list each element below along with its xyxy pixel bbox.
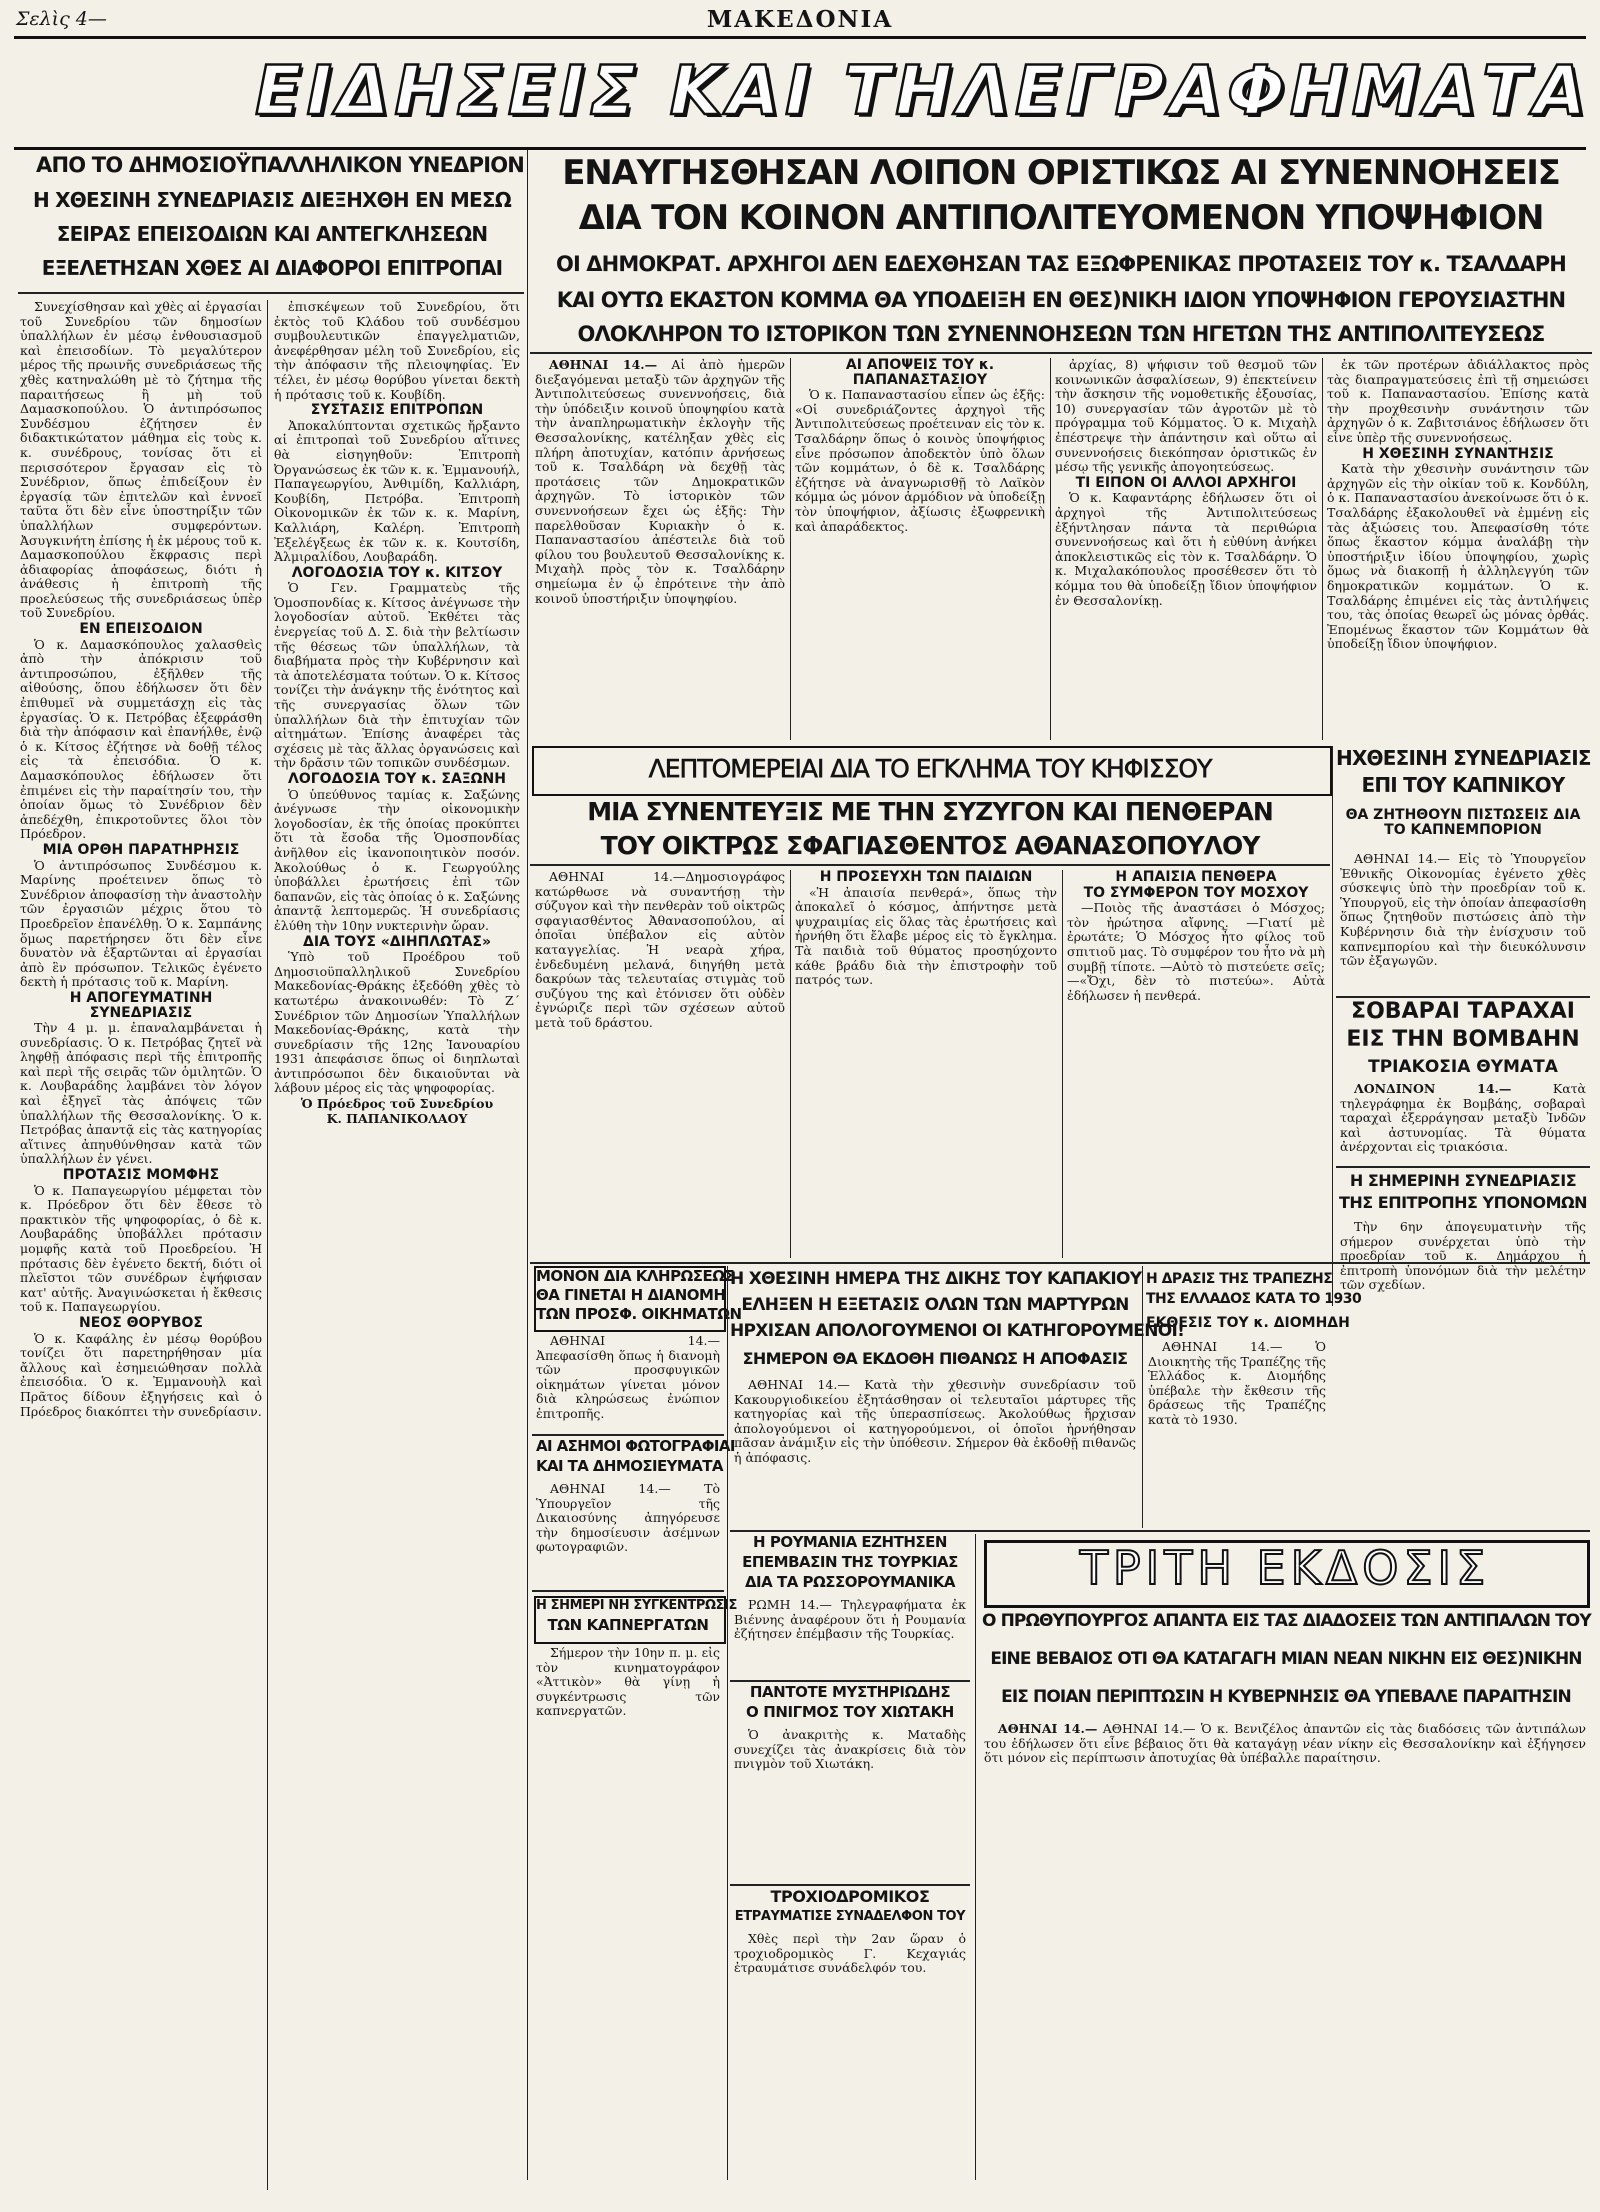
kifissos-paragraph: «Ἡ ἀπαισία πενθερά», ὅπως τὴν ἀποκαλεῖ ὁ κόσμος, ἀπήντησε μετὰ ψυχραιμίας εἰς ὅλας τὰς ἐρωτήσεις καὶ ἠρνήθη ὅτι ἔλαβε μέρος εἰς τὸ ἔγκλημα. Τὰ παιδιὰ τοῦ θύματος προσηύχοντο κάθε βράδυ διὰ τὴν ἐπιστροφὴν τοῦ πατρός των. (795, 884, 1057, 988)
box-rule (1336, 1166, 1590, 1168)
section-heading: ΣΥΣΤΑΣΙΣ ΕΠΙΤΡΟΠΩΝ (310, 402, 484, 419)
lead-paragraph: Ὁ κ. Παπαναστασίου εἶπεν ὡς ἑξῆς: «Οἱ συνεδριάζοντες ἀρχηγοὶ τῆς Ἀντιπολιτεύσεως προέτειναν εἰς τὸν κ. Τσαλδάρην ὅπως ὁ κοινὸς ὑποψήφιος εἶνε πρόσωπον ἀποδεκτὸν ὑπὸ ὅλων τῶν κομμάτων, ὁ δὲ κ. Τσαλδάρης ἐζήτησε νὰ ἀναγνωρισθῇ τὸ Λαϊκὸν κόμμα ὡς μόνον ἁρμόδιον νὰ ὑποδείξῃ τὸν ὑποψήφιον, ἀξίωσις ἐξωφρενικὴ καὶ ἀπαράδεκτος. (795, 387, 1045, 534)
trial-headline-3: ΗΡΧΙΣΑΝ ΑΠΟΛΟΓΟΥΜΕΝΟΙ ΟΙ ΚΑΤΗΓΟΡΟΥΜΕΝΟΙ! (730, 1321, 1185, 1341)
kifissos-column-3 (1067, 870, 1325, 1258)
section-heading: Η ΠΡΟΣΕΥΧΗ ΤΩΝ ΠΑΙΔΙΩΝ (819, 869, 1033, 885)
romania-headline-1: Η ΡΟΥΜΑΝΙΑ ΕΖΗΤΗΣΕΝ (753, 1533, 947, 1551)
kapnikou-headline-1: ΗΧΘΕΣΙΝΗ ΣΥΝΕΔΡΙΑΣΙΣ (1336, 746, 1591, 770)
lead-subhead-1: ΟΙ ΔΗΜΟΚΡΑΤ. ΑΡΧΗΓΟΙ ΔΕΝ ΕΔΕΧΘΗΣΑΝ ΤΑΣ ΕΞΩΦΡΕΝΙΚΑΣ ΠΡΟΤΑΣΕΙΣ ΤΟΥ κ. ΤΣΑΛΔΑΡΗ (556, 252, 1566, 276)
column-rule (1062, 870, 1063, 1258)
banner-rule (14, 147, 1586, 150)
third-edition-body: ΑΘΗΝΑΙ 14.— Ὁ κ. Βενιζέλος ἀπαντῶν εἰς τὰς διαδόσεις τῶν ἀντιπάλων του ἐδήλωσεν ὅτι εἶνε βέβαιος ὅτι θὰ καταγάγῃ νέαν νίκην εἰς Θεσσαλονίκην καὶ ἐξήγησεν ὅτι μόνον εἰς περίπτωσιν ἀποτυχίας θὰ ὑπέβαλλε παραίτησιν. (984, 1721, 1587, 1766)
lead-column-4 (1327, 358, 1589, 740)
bank-headline-2: ΤΗΣ ΕΛΛΑΔΟΣ ΚΑΤΑ ΤΟ 1930 (1146, 1291, 1362, 1307)
column-rule (790, 358, 791, 740)
lead-paragraph: Κατὰ τὴν χθεσινὴν συνάντησιν τῶν ἀρχηγῶν εἰς τὴν οἰκίαν τοῦ κ. Κονδύλη, ὁ κ. Παπαναστασίου ἀνεκοίνωσε ὅτι ὁ κ. Τσαλδάρης ἐξακολουθεῖ νὰ ἐμμένῃ εἰς τὰς ἀξιώσεις του. Ἀπεφασίσθη τότε ὅπως ἕκαστον κόμμα ἀναλάβῃ τὴν ὑποστήριξιν ἰδίου ὑποψηφίου, χωρὶς ὅμως νὰ διακοπῇ ἡ ἀλληλεγγύη τῶν δημοκρατικῶν κομμάτων. Ὁ κ. Τσαλδάρης ἐπιμένει εἰς τὰς ἀντιλήψεις του, τὰς ὁποίας θεωρεῖ ὡς μόνας ὀρθάς. Ἐπομένως ἕκαστον τῶν Κομμάτων θὰ ὑποδείξῃ ἴδιον ὑποψήφιον. (1327, 461, 1589, 652)
tobacco-headline-1: Η ΣΗΜΕΡΙ ΝΗ ΣΥΓΚΕΝΤΡΩΣΙΣ (536, 1598, 738, 1613)
silver-headline-1: ΑΙ ΑΣΗΜΟΙ ΦΩΤΟΓΡΑΦΙΑΙ (536, 1437, 735, 1455)
bank-text (1148, 1340, 1326, 1524)
bank-paragraph: ΑΘΗΝΑΙ 14.— Ὁ Διοικητὴς τῆς Τραπέζης τῆς Ἑλλάδος κ. Διομήδης ὑπέβαλε τὴν ἔκθεσιν τῆς δράσεως τῆς Τραπέζης κατὰ τὸ 1930. (1148, 1339, 1326, 1427)
signature: Ὁ Πρόεδρος τοῦ Συνεδρίου Κ. ΠΑΠΑΝΙΚΟΛΑΟΥ (300, 1096, 494, 1126)
column-rule (727, 1266, 728, 2180)
bombay-text (1340, 1082, 1586, 1162)
box-rule (730, 1680, 970, 1682)
silver-text (536, 1482, 720, 1586)
lead-headline-2: ΔΙΑ ΤΟΝ ΚΟΙΝΟΝ ΑΝΤΙΠΟΛΙΤΕΥΟΜΕΝΟΝ ΥΠΟΨΗΦΙΟΝ (578, 198, 1544, 238)
lead-paragraph: ἀρχίας, 8) ψήφισιν τοῦ θεσμοῦ τῶν κοινωνικῶν ἀσφαλίσεων, 9) ἐπεκτείνειν τὴν ἄσκησιν τῆς νομοθετικῆς ἐξουσίας, 10) συνεργασίαν τῶν ἀγροτῶν μὲ τὸ πρόγραμμα τοῦ Κόμματος. Ὁ κ. Μιχαὴλ ἐπέστρεψε τὴν ἀπάντησιν καὶ οὕτω αἱ συνεννοήσεις διεκόπησαν ὁριστικῶς ἐν μέσῳ τῆς γενικῆς ἀπογοητεύσεως. (1055, 357, 1317, 475)
tram-text (734, 1932, 966, 2180)
bank-subhead: ΕΚΘΕΣΙΣ ΤΟΥ κ. ΔΙΟΜΗΔΗ (1146, 1315, 1350, 1331)
lead-rule (530, 352, 1592, 354)
kifissos-paragraph: —Ποιὸς τῆς ἀναστάσει ὁ Μόσχος; τὸν ἠρώτησα αἴφνης. —Γιατί μὲ ἐρωτάτε; Ὁ Μόσχος ἦτο φίλος τοῦ σπιτιοῦ μας. Τὸ συμφέρον του ἦτο νὰ μὴ συμβῇ τίποτε. —Αὐτὸ τὸ πιστεύετε σεῖς; —«Ὄχι, δὲν τὸ πιστεύω». Αὐτὰ ἐδήλωσεν ἡ πενθερά. (1067, 900, 1325, 1003)
bombay-paragraph (1340, 1082, 1586, 1155)
bombay-subhead: ΤΡΙΑΚΟΣΙΑ ΘΥΜΑΤΑ (1368, 1057, 1558, 1077)
third-edition-text (984, 1722, 1586, 2182)
section-rule (730, 1530, 1590, 1532)
dateline: ΑΘΗΝΑΙ 14.— (549, 357, 658, 372)
section-rule (530, 1262, 1590, 1264)
tobacco-paragraph: Σήμερον τὴν 10ην π. μ. εἰς τὸν κινηματογράφον «Ἀττικὸν» θὰ γίνῃ ἡ συγκέντρωσις τῶν καπνεργατῶν. (536, 1645, 720, 1719)
third-edition-banner: ΤΡΙΤΗ ΕΚΔΟΣΙΣ (1079, 1541, 1491, 1595)
kapnikou-paragraph: ΑΘΗΝΑΙ 14.— Εἰς τὸ Ὑπουργεῖον Ἐθνικῆς Οἰκονομίας ἐγένετο χθὲς σύσκεψις ὑπὸ τὴν προεδρίαν τοῦ κ. Ὑπουργοῦ, εἰς τὴν ὁποίαν ἀπεφασίσθη ὅπως ζητηθοῦν πιστώσεις ἀπὸ τὴν Κυβέρνησιν διὰ τὴν ἐνίσχυσιν τοῦ καπνεμπορίου καὶ τὴν διευκόλυνσιν τῶν ἐξαγωγῶν. (1340, 851, 1586, 969)
column-rule (1322, 358, 1323, 740)
section-heading: ΤΟ ΣΥΜΦΕΡΟΝ ΤΟΥ ΜΟΣΧΟΥ (1083, 884, 1309, 901)
box-rule (532, 1590, 724, 1592)
section-heading: ΠΡΟΤΑΣΙΣ ΜΟΜΦΗΣ (62, 1167, 220, 1184)
left-paragraph: Ὁ κ. Δαμασκόπουλος χαλασθεὶς ἀπὸ τὴν ἀπόκρισιν τοῦ ἀντιπροσώπου, ἐξῆλθεν τῆς αἰθούσης, ὅπου ἐδήλωσεν ὅτι δὲν ἐπιθυμεῖ νὰ συμμετάσχῃ εἰς τὰς ἐργασίας. Ὁ κ. Πετρόβας ἐξεφράσθη διὰ τὴν ἀπόφασιν καὶ ἐπανήλθε, ἐνῷ ὁ κ. Κίτσος ἐζήτησε νὰ δοθῇ τέλος εἰς τὰ ἐπεισόδια. Ὁ κ. Δαμασκόπουλος ἐδήλωσεν ὅτι ἐπιμένει εἰς τὴν παραίτησίν του, τὴν ὁποίαν ὅμως τὸ Συνέδριον δὲν ἀπεδέχθη, ἐπικροτοῦντες ὅλοι τὸν Πρόεδρον. (20, 636, 262, 842)
section-heading: Η ΧΘΕΣΙΝΗ ΣΥΝΑΝΤΗΣΙΣ (1362, 445, 1554, 462)
estates-headline-3: ΤΩΝ ΠΡΟΣΦ. ΟΙΚΗΜΑΤΩΝ (536, 1305, 742, 1323)
committee-paragraph: Τὴν 6ην ἀπογευματινὴν τῆς σήμερον συνέρχεται ὑπὸ τὴν προεδρίαν τοῦ κ. Δημάρχου ἡ ἐπιτροπὴ ὑπονόμων διὰ τὴν μελέτην τῶν σχεδίων. (1340, 1219, 1586, 1293)
section-heading: ΝΕΟΣ ΘΟΡΥΒΟΣ (79, 1314, 203, 1331)
estates-headline-2: ΘΑ ΓΙΝΕΤΑΙ Η ΔΙΑΝΟΜΗ (536, 1286, 726, 1304)
romania-paragraph: ΡΩΜΗ 14.— Τηλεγραφήματα ἐκ Βιέννης ἀναφέρουν ὅτι ἡ Ρουμανία ἐζήτησεν ἐπέμβασιν τῆς Τουρκίας. (734, 1597, 966, 1642)
romania-text (734, 1598, 966, 1676)
tobacco-headline-2: ΤΩΝ ΚΑΠΝΕΡΓΑΤΩΝ (547, 1616, 709, 1634)
dateline: ΑΘΗΝΑΙ 14.— (998, 1721, 1098, 1736)
section-heading: ΑΙ ΑΠΟΨΕΙΣ ΤΟΥ κ. ΠΑΠΑΝΑΣΤΑΣΙΟΥ (845, 357, 995, 388)
section-banner: ΕΙΔΗΣΕΙΣ ΚΑΙ ΤΗΛΕΓΡΑΦΗΜΑΤΑ (255, 52, 1592, 131)
top-rule (14, 36, 1586, 39)
left-paragraph: Συνεχίσθησαν καὶ χθὲς αἱ ἐργασίαι τοῦ Συνεδρίου τῶν δημοσίων ὑπαλλήλων ἐν μέσῳ ἐνθουσιασμοῦ καὶ ἐπεισοδίων. Τὸ μεγαλύτερον μέρος τῆς πρωινῆς συνεδριάσεως τῆς χθὲς κατηναλώθη μὲ τὸ ζήτημα τῆς παραιτήσεως ἢ μὴ τοῦ Δαμασκοπούλου. Ὁ ἀντιπρόσωπος Συνδέσμου ἐζήτησεν ἐν διδακτικώτατον μάθημα εἰς τοὺς κ. κ. συνέδρους, τονίσας ὅτι εἰ περισσότερον ἔργασαν εἰς τὸ Συνέδριον, ὅπως ἐπιδείξουν ἐν ἐργασίᾳ τῶν ἐπιτελῶν καὶ ἐννοεῖ ταῦτα ὅτι δὲν εἶνε ὑποστηρίξιν τῶν ὑπαλλήλων συμφερόντων. Ἀσυγκινήτη ἐπίσης ἡ ἐκ μέρους τοῦ κ. Δαμασκοπούλου ἔκφρασις περὶ ἀδιαφορίας ἀποφάσεως, διότι ἡ ἀνάθεσις ἡ ἐπιτροπὴ τῆς προελεύσεως τῆς συνεδριάσεως ὑπὲρ τοῦ Συνεδρίου. (20, 299, 262, 621)
kapnikou-text (1340, 852, 1586, 992)
section-heading: ΔΙΑ ΤΟΥΣ «ΔΙΗΠΛΩΤΑΣ» (302, 933, 492, 950)
section-heading: ΜΙΑ ΟΡΘΗ ΠΑΡΑΤΗΡΗΣΙΣ (42, 841, 240, 858)
tram-headline-2: ΕΤΡΑΥΜΑΤΙΣΕ ΣΥΝΑΔΕΛΦΟΝ ΤΟΥ (734, 1909, 966, 1924)
trial-headline-2: ΕΛΗΞΕΝ Η ΕΞΕΤΑΣΙΣ ΟΛΩΝ ΤΩΝ ΜΑΡΤΥΡΩΝ (741, 1295, 1129, 1315)
mystery-paragraph: Ὁ ἀνακριτὴς κ. Ματαδὴς συνεχίζει τὰς ἀνακρίσεις διὰ τὸν πνιγμὸν τοῦ Χιωτάκη. (734, 1727, 966, 1772)
left-paragraph: Ὁ κ. Παπαγεωργίου μέμφεται τὸν κ. Πρόεδρον ὅτι δὲν ἔθεσε τὸ πρακτικὸν τῆς ψηφοφορίας, ὁ δὲ κ. Λουβαράδης ὑποβάλλει πρότασιν μομφῆς κατὰ τοῦ Προεδρείου. Ἡ πρότασις δὲν ἐγένετο δεκτή, διότι οἱ πλεῖστοι τῶν συνέδρων ἐψήφισαν κατ' αὐτῆς. Ἀναγινώσκεται ἡ ἔκθεσις τοῦ κ. Παπαγεωργίου. (20, 1182, 262, 1315)
kapnikou-subhead: ΘΑ ΖΗΤΗΘΟΥΝ ΠΙΣΤΩΣΕΙΣ ΔΙΑ ΤΟ ΚΑΠΝΕΜΠΟΡΙΟΝ (1345, 807, 1581, 839)
left-subhead-2: ΣΕΙΡΑΣ ΕΠΕΙΣΟΔΙΩΝ ΚΑΙ ΑΝΤΕΓΚΛΗΣΕΩΝ (56, 222, 488, 246)
mystery-headline-2: Ο ΠΝΙΓΜΟΣ ΤΟΥ ΧΙΩΤΑΚΗ (746, 1703, 954, 1721)
column-rule (527, 150, 528, 2180)
column-rule (1332, 746, 1333, 1306)
left-paragraph: Ὁ ὑπεύθυνος ταμίας κ. Σαξώνης ἀνέγνωσε τὴν οἰκονομικὴν λογοδοσίαν, ἐκ τῆς ὁποίας προκύπτει ὅτι τὰ ἔσοδα τῆς Ὁμοσπονδίας ἀνῆλθον εἰς ἱκανοποιητικὸν ποσόν. Ἀκολούθως ὁ κ. Γεωργούλης ὑποβάλλει ἐρωτήσεις ἐπὶ τῶν δαπανῶν, εἰς τὰς ὁποίας ὁ κ. Σαξώνης ἀπαντᾷ λεπτομερῶς. Ἡ συνεδρίασις ἐλύθη τὴν 10ην νυκτερινὴν ὥραν. (274, 786, 520, 933)
third-edition-subhead-1: Ο ΠΡΩΘΥΠΟΥΡΓΟΣ ΑΠΑΝΤΑ ΕΙΣ ΤΑΣ ΔΙΑΔΟΣΕΙΣ ΤΩΝ ΑΝΤΙΠΑΛΩΝ ΤΟΥ (982, 1611, 1591, 1631)
left-paragraph: Ὁ ἀντιπρόσωπος Συνδέσμου κ. Μαρίνης προέτεινεν ὅπως τὸ Συνέδριον ἀποφασίσῃ τὴν ἀναστολὴν τῶν ἐργασιῶν μέχρις ὅτου τὸ Προεδρεῖον ἐπανέλθῃ. Ὁ κ. Σαμπάνης ὅμως παρετήρησεν ὅτι δὲν εἶνε δυνατὸν νὰ ἐξαρτῶνται αἱ ἐργασίαι ἀπὸ ἓν πρόσωπον. Τελικῶς ἐγένετο δεκτὴ ἡ πρότασις τοῦ κ. Μαρίνη. (20, 857, 262, 990)
page-number: Σελὶς 4— (16, 8, 107, 30)
third-edition-subhead-3: ΕΙΣ ΠΟΙΑΝ ΠΕΡΙΠΤΩΣΙΝ Η ΚΥΒΕΡΝΗΣΙΣ ΘΑ ΥΠΕΒΑΛΕ ΠΑΡΑΙΤΗΣΙΝ (1001, 1687, 1571, 1707)
box-rule (532, 1434, 724, 1436)
left-paragraph: Ἀποκαλύπτονται σχετικῶς ἤρξαντο αἱ ἐπιτροπαὶ τοῦ Συνεδρίου αἵτινες θὰ εἰσηγηθοῦν: Ἐπιτροπὴ Ὀργανώσεως ἐκ τῶν κ. κ. Ἐμμανουήλ, Παπαγεωργίου, Ἀνθιμίδη, Καλλιάρη, Κουβίδη, Πετρόβα. Ἐπιτροπὴ Οἰκονομικῶν ἐκ τῶν κ. κ. Μαρίνη, Καλλιάρη, Καλέρη. Ἐπιτροπὴ Ἐξελέγξεως ἐκ τῶν κ. κ. Κουτσίδη, Ἀλμιραλίδου, Λουβαράδη. (274, 417, 520, 565)
mystery-headline-1: ΠΑΝΤΟΤΕ ΜΥΣΤΗΡΙΩΔΗΣ (749, 1683, 951, 1701)
left-headline-rule (18, 292, 524, 294)
kifissos-headline-1: ΛΕΠΤΟΜΕΡΕΙΑΙ ΔΙΑ ΤΟ ΕΓΚΛΗΜΑ ΤΟΥ ΚΗΦΙΣΣΟΥ (648, 754, 1212, 783)
lead-column-3 (1055, 358, 1317, 740)
tram-paragraph: Χθὲς περὶ τὴν 2αν ὥραν ὁ τροχιοδρομικὸς Γ. Κεχαγιάς ἐτραυμάτισε συνάδελφόν του. (734, 1931, 966, 1976)
left-paragraph: Ὑπὸ τοῦ Προέδρου τοῦ Δημοσιοϋπαλληλικοῦ Συνεδρίου Μακεδονίας-Θράκης ἐξεδόθη χθὲς τὸ κατωτέρω ἀνακοινωθέν: Τὸ Ζ΄ Συνέδριον τῶν Δημοσίων Ὑπαλλήλων Μακεδονίας-Θράκης, κατὰ τὴν συνεδρίασιν τῆς 12ης Ἰανουαρίου 1931 ἀπεφάσισε ὅπως οἱ διηπλωταὶ ἀντιπρόσωποι δὲν δικαιοῦνται νὰ λάβουν μέρος εἰς τὰς ψηφοφορίας. (274, 949, 520, 1096)
left-subhead-1: Η ΧΘΕΣΙΝΗ ΣΥΝΕΔΡΙΑΣΙΣ ΔΙΕΞΗΧΘΗ ΕΝ ΜΕΣΩ (33, 188, 511, 212)
committee-headline-1: Η ΣΗΜΕΡΙΝΗ ΣΥΝΕΔΡΙΑΣΙΣ (1349, 1171, 1577, 1190)
romania-headline-3: ΔΙΑ ΤΑ ΡΩΣΣΟΡΟΥΜΑΝΙΚΑ (744, 1573, 956, 1591)
kifissos-column-2 (795, 870, 1057, 1258)
lead-column-1 (535, 358, 785, 740)
lead-text: Αἱ ἀπὸ ἡμερῶν διεξαγόμεναι μεταξὺ τῶν ἀρχηγῶν τῆς Ἀντιπολιτεύσεως συνεννοήσεις, διὰ τὴν ὑπόδειξιν κοινοῦ ὑποψηφίου κατὰ τὴν ἀναπληρωματικὴν ἐκλογὴν τῆς Θεσσαλονίκης, κατέληξαν χθὲς εἰς πλήρη ἀποτυχίαν, κατόπιν ἀρνήσεως τοῦ κ. Τσαλδάρη νὰ δεχθῇ τὰς προτάσεις τῶν Δημοκρατικῶν ἀρχηγῶν. Τὸ ἱστορικὸν τῶν συνεννοήσεων ἔχει ὡς ἑξῆς: Τὴν παρελθοῦσαν Κυριακὴν ὁ κ. Παπαναστασίου ἀπέστειλε διὰ τοῦ φίλου του βουλευτοῦ Θεσσαλονίκης κ. Μιχαὴλ πρὸς τὸν κ. Τσαλδάρην σημείωμα ἐν ᾧ ἐπρότεινε τὴν ἀπὸ κοινοῦ ὑποστήριξιν ὑποψηφίου. (535, 357, 785, 606)
lead-paragraph: ἐκ τῶν προτέρων ἀδιάλλακτος πρὸς τὰς διαπραγματεύσεις ἐπὶ τῇ σημειώσει τοῦ κ. Παπαναστασίου. Ἐπίσης κατὰ τὴν προχθεσινὴν συνάντησιν τῶν ἀρχηγῶν ὁ κ. Ζαβιτσιάνος ἐδήλωσεν ὅτι εἶνε ὑπὲρ τῆς συνεννοήσεως. (1327, 357, 1589, 445)
left-subhead-3: ΕΞΕΛΕΤΗΣΑΝ ΧΘΕΣ ΑΙ ΔΙΑΦΟΡΟΙ ΕΠΙΤΡΟΠΑΙ (41, 256, 503, 280)
section-heading: ΛΟΓΟΔΟΣΙΑ ΤΟΥ κ. ΣΑΞΩΝΗ (288, 771, 506, 787)
column-rule (1142, 1266, 1143, 1528)
estates-text (536, 1334, 720, 1430)
lead-paragraph: Ὁ κ. Καφαντάρης ἐδήλωσεν ὅτι οἱ ἀρχηγοὶ τῆς Ἀντιπολιτεύσεως ἐξήντλησαν πάντα τὰ περιθώρια συνεννοήσεως καὶ ὅτι ἡ εὐθύνη ἀνήκει ἀποκλειστικῶς εἰς τὸν κ. Τσαλδάρην. Ὁ κ. Μιχαλακόπουλος προσέθεσεν ὅτι τὸ κόμμα του θὰ ὑποδείξῃ ἴδιον ὑποψήφιον ἐν Θεσσαλονίκῃ. (1055, 490, 1317, 608)
left-headline: ΑΠΟ ΤΟ ΔΗΜΟΣΙΟΫΠΑΛΛΗΛΙΚΟΝ ΥΝΕΔΡΙΟΝ (36, 153, 525, 177)
section-heading: ΛΟΓΟΔΟΣΙΑ ΤΟΥ κ. ΚΙΤΣΟΥ (291, 564, 503, 581)
silver-headline-2: ΚΑΙ ΤΑ ΔΗΜΟΣΙΕΥΜΑΤΑ (536, 1457, 723, 1475)
trial-headline-1: Η ΧΘΕΣΙΝΗ ΗΜΕΡΑ ΤΗΣ ΔΙΚΗΣ ΤΟΥ ΚΑΠΑΚΙΟΥ (730, 1269, 1142, 1289)
estates-headline-1: ΜΟΝΟΝ ΔΙΑ ΚΛΗΡΩΣΕΩΣ (536, 1267, 735, 1285)
left-paragraph: ἐπισκέψεων τοῦ Συνεδρίου, ὅτι ἐκτὸς τοῦ Κλάδου τοῦ συνδέσμου συμβουλευτικῶν ἐπαγγελματιῶν, ἀνεφέρθησαν μέλη τοῦ Συνεδρίου, εἰς τὴν ἀπόφασιν τῆς πλειοψηφίας. Ἐν τέλει, ἐν μέσῳ θορύβου γίνεται δεκτὴ ἡ πρότασις τοῦ κ. Κουβίδη. (274, 299, 520, 402)
trial-text (734, 1378, 1136, 1524)
left-column-1 (20, 300, 262, 2190)
column-rule (1050, 358, 1051, 740)
bombay-text-body: Κατὰ τηλεγράφημα ἐκ Βομβάης, σοβαραὶ ταραχαὶ ἐξερράγησαν μεταξὺ Ἰνδῶν καὶ ἀστυνομίας. Τὰ θύματα ἀνέρχονται εἰς τριακόσια. (1340, 1081, 1586, 1155)
lead-headline-1: ΕΝΑΥΓΗΣΘΗΣΑΝ ΛΟΙΠΟΝ ΟΡΙΣΤΙΚΩΣ ΑΙ ΣΥΝΕΝΝΟΗΣΕΙΣ (562, 153, 1560, 193)
box-rule (730, 1884, 970, 1886)
third-edition-paragraph (984, 1722, 1586, 1766)
paper-name: ΜΑΚΕΔΟΝΙΑ (706, 6, 894, 33)
left-column-2 (274, 300, 520, 2190)
section-heading: ΤΙ ΕΙΠΟΝ ΟΙ ΑΛΛΟΙ ΑΡΧΗΓΟΙ (1075, 474, 1297, 491)
column-rule (790, 870, 791, 1258)
third-edition-subhead-2: ΕΙΝΕ ΒΕΒΑΙΟΣ ΟΤΙ ΘΑ ΚΑΤΑΓΑΓΗ ΜΙΑΝ ΝΕΑΝ ΝΙΚΗΝ ΕΙΣ ΘΕΣ)ΝΙΚΗΝ (990, 1649, 1582, 1669)
lead-subhead-2: ΚΑΙ ΟΥΤΩ ΕΚΑΣΤΟΝ ΚΟΜΜΑ ΘΑ ΥΠΟΔΕΙΞΗ ΕΝ ΘΕΣ)ΝΙΚΗ ΙΔΙΟΝ ΥΠΟΨΗΦΙΟΝ ΓΕΡΟΥΣΙΑΣΤΗΝ (556, 288, 1566, 312)
section-heading: Η ΑΠΟΓΕΥΜΑΤΙΝΗ ΣΥΝΕΔΡΙΑΣΙΣ (69, 989, 213, 1021)
left-paragraph: Τὴν 4 μ. μ. ἐπαναλαμβάνεται ἡ συνεδρίασις. Ὁ κ. Πετρόβας ζητεῖ νὰ ληφθῇ ἀπόφασις περὶ τῆς ἐπιτροπῆς καὶ περὶ τῆς σειρᾶς τῶν ὁμιλητῶν. Ὁ κ. Λουβαράδης λαμβάνει τὸν λόγον καὶ ἐξηγεῖ τὰς ἀπόψεις τῶν ὑπαλλήλων τῆς Θεσσαλονίκης. Ὁ κ. Πετρόβας ἀπαντᾷ εἰς τὰς κατηγορίας αἵτινες ἀπηυθύνθησαν κατὰ τῶν ὑπαλλήλων ἐν γένει. (20, 1020, 262, 1167)
trial-headline-4: ΣΗΜΕΡΟΝ ΘΑ ΕΚΔΟΘΗ ΠΙΘΑΝΩΣ Η ΑΠΟΦΑΣΙΣ (742, 1349, 1128, 1368)
bombay-headline-1: ΣΟΒΑΡΑΙ ΤΑΡΑΧΑΙ (1351, 999, 1575, 1024)
kifissos-rule (530, 864, 1330, 866)
lead-paragraph (535, 358, 785, 606)
column-rule (975, 1534, 976, 2180)
left-paragraph: Ὁ Γεν. Γραμματεὺς τῆς Ὁμοσπονδίας κ. Κίτσος ἀνέγνωσε τὴν λογοδοσίαν αὐτοῦ. Ἐκθέτει τὰς ἐνεργείας τοῦ Δ. Σ. διὰ τὴν βελτίωσιν τῆς θέσεως τῶν ὑπαλλήλων, τὰ διαβήματα πρὸς τὴν Κυβέρνησιν καὶ τὰ ἀποτελέσματα τούτων. Ὁ κ. Κίτσος τονίζει τὴν ἀνάγκην τῆς ἑνότητος καὶ τῆς συνεργασίας ὅλων τῶν ὑπαλλήλων διὰ τὴν ἐπιτυχίαν τῶν αἰτημάτων. Ἐπίσης ἀναφέρει τὰς σχέσεις μὲ τὰς ἄλλας ὀργανώσεις καὶ τὴν δρᾶσιν τῶν τοπικῶν συνδέσμων. (274, 580, 520, 771)
estates-paragraph: ΑΘΗΝΑΙ 14.— Ἀπεφασίσθη ὅπως ἡ διανομὴ τῶν προσφυγικῶν οἰκημάτων γίνεται μόνον διὰ κληρώσεως ἐνώπιον ἐπιτροπῆς. (536, 1333, 720, 1421)
dateline: ΛΟΝΔΙΝΟΝ 14.— (1354, 1081, 1512, 1096)
tobacco-text (536, 1646, 720, 2180)
section-heading: ΕΝ ΕΠΕΙΣΟΔΙΟΝ (79, 621, 203, 638)
trial-paragraph: ΑΘΗΝΑΙ 14.— Κατὰ τὴν χθεσινὴν συνεδρίασιν τοῦ Κακουργιοδικείου ἐξητάσθησαν οἱ τελευταῖοι μάρτυρες τῆς κατηγορίας καὶ τῆς ὑπερασπίσεως. Ἀκολούθως ἤρχισαν ἀπολογούμενοι οἱ κατηγορούμενοι, οἱ ὁποῖοι ἠρνήθησαν πᾶσαν ἀνάμιξιν εἰς τὴν ὑπόθεσιν. Σήμερον θὰ ἐκδοθῇ πιθανῶς ἡ ἀπόφασις. (734, 1377, 1136, 1465)
mystery-text (734, 1728, 966, 1880)
lead-column-2 (795, 358, 1045, 740)
left-paragraph: Ὁ κ. Καφάλης ἐν μέσῳ θορύβου τονίζει ὅτι παρετηρήθησαν μία ἄλλους καὶ ἐσημειώθησαν πολλὰ ἐπεισόδια. Ὁ κ. Ἐμμανουὴλ καὶ Πρᾶτος δίδουν ἐξηγήσεις καὶ ὁ Πρόεδρος διακόπτει τὴν συνεδρίασιν. (20, 1330, 262, 1419)
romania-headline-2: ΕΠΕΜΒΑΣΙΝ ΤΗΣ ΤΟΥΡΚΙΑΣ (742, 1553, 958, 1571)
silver-paragraph: ΑΘΗΝΑΙ 14.— Τὸ Ὑπουργεῖον τῆς Δικαιοσύνης ἀπηγόρευσε τὴν δημοσίευσιν ἀσέμνων φωτογραφιῶν. (536, 1481, 720, 1555)
kifissos-paragraph: ΑΘΗΝΑΙ 14.—Δημοσιογράφος κατώρθωσε νὰ συναντήσῃ τὴν σύζυγον καὶ τὴν πενθερὰν τοῦ οἰκτρῶς σφαγιασθέντος Ἀθανασοπούλου, αἱ ὁποῖαι ὑπέβαλον εἰς αὐτὸν καταγγελίας. Ἡ νεαρὰ χήρα, ἐνδεδυμένη μελανά, διηγήθη μετὰ δακρύων τὰς τελευταίας στιγμὰς τοῦ συζύγου της καὶ ἐτόνισεν ὅτι οὐδὲν ἐγνώριζε περὶ τῶν σχέσεων αὐτοῦ μετὰ τοῦ δράστου. (535, 869, 785, 1030)
tram-headline-1: ΤΡΟΧΙΟΔΡΟΜΙΚΟΣ (770, 1887, 930, 1906)
column-rule (267, 300, 268, 2190)
kifissos-headline-2: ΜΙΑ ΣΥΝΕΝΤΕΥΞΙΣ ΜΕ ΤΗΝ ΣΥΖΥΓΟΝ ΚΑΙ ΠΕΝΘΕΡΑΝ (587, 797, 1273, 826)
lead-subhead-3: ΟΛΟΚΛΗΡΟΝ ΤΟ ΙΣΤΟΡΙΚΟΝ ΤΩΝ ΣΥΝΕΝΝΟΗΣΕΩΝ ΤΩΝ ΗΓΕΤΩΝ ΤΗΣ ΑΝΤΙΠΟΛΙΤΕΥΣΕΩΣ (577, 322, 1545, 346)
kifissos-column-1 (535, 870, 785, 1258)
kifissos-headline-3: ΤΟΥ ΟΙΚΤΡΩΣ ΣΦΑΓΙΑΣΘΕΝΤΟΣ ΑΘΑΝΑΣΟΠΟΥΛΟΥ (600, 831, 1260, 860)
committee-headline-2: ΤΗΣ ΕΠΙΤΡΟΠΗΣ ΥΠΟΝΟΜΩΝ (1338, 1193, 1588, 1212)
box-rule (1336, 996, 1590, 998)
bombay-headline-2: ΕΙΣ ΤΗΝ ΒΟΜΒΑΗΝ (1346, 1027, 1580, 1052)
section-heading: Η ΑΠΑΙΣΙΑ ΠΕΝΘΕΡΑ (1115, 869, 1277, 885)
kapnikou-headline-2: ΕΠΙ ΤΟΥ ΚΑΠΝΙΚΟΥ (1361, 773, 1565, 797)
bank-headline-1: Η ΔΡΑΣΙΣ ΤΗΣ ΤΡΑΠΕΖΗΣ (1146, 1271, 1333, 1287)
